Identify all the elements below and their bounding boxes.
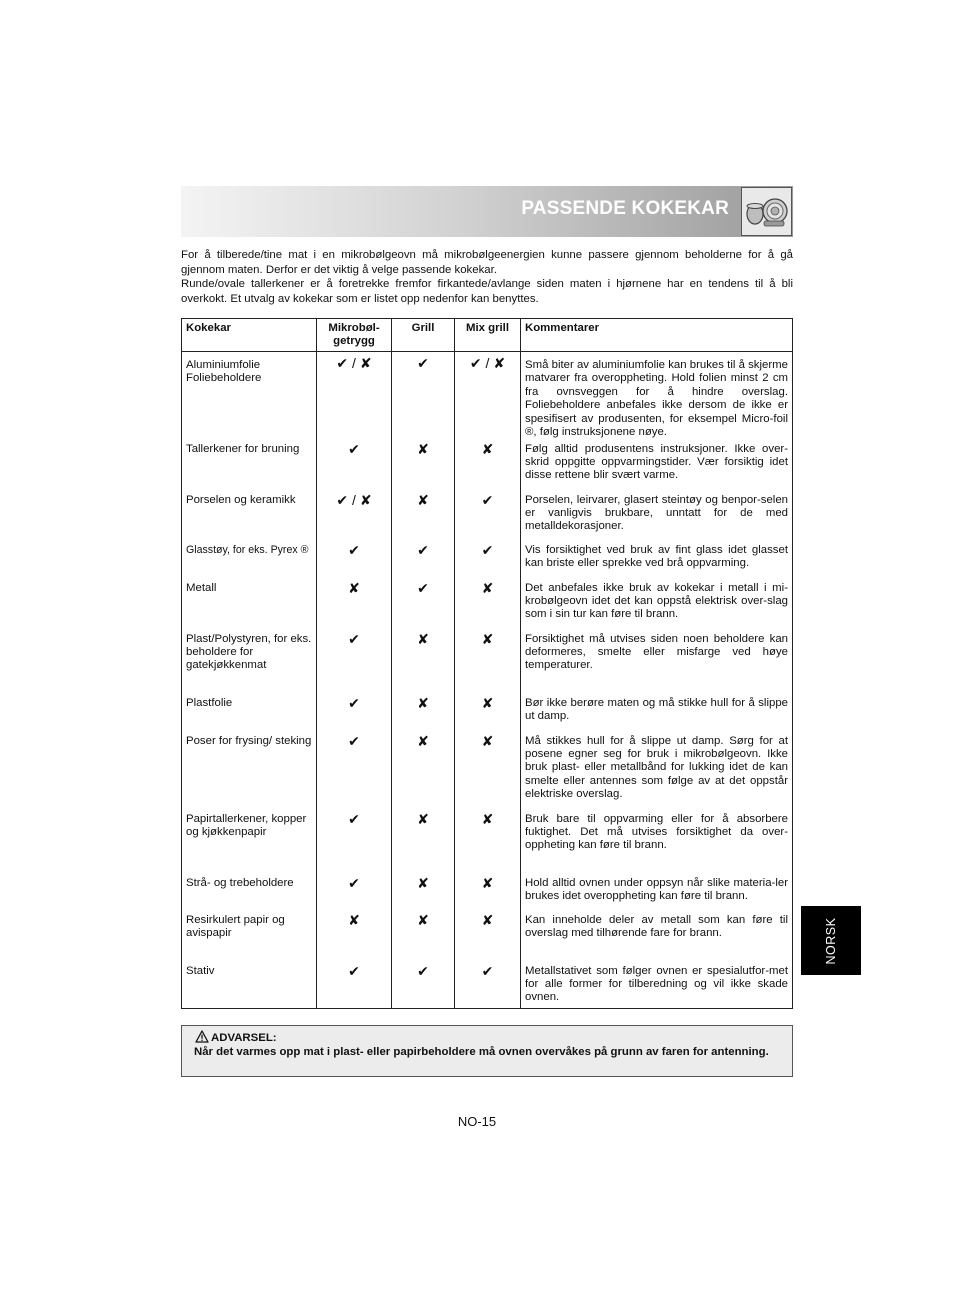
cookware-pots-icon [741,187,792,236]
cell-kokekar: Papirtallerkener, kopper og kjøkkenpapir [182,813,317,877]
cell-micro: ✘ [317,914,392,965]
cell-comment: Følg alltid produsentens instruksjoner. Ikke over-skrid oppgitte oppvarmingstider. Vær forsiktig idet disse rettene blir svært varme. [521,443,793,494]
cell-kokekar: Poser for frysing/ steking [182,735,317,813]
cell-comment: Hold alltid ovnen under oppsyn når slike materia-ler brukes idet overoppheting kan føre til brann. [521,877,793,914]
cell-micro: ✘ [317,582,392,633]
cell-kokekar: Porselen og keramikk [182,494,317,544]
cell-grill: ✔ [392,544,455,582]
cell-micro: ✔ [317,633,392,697]
language-tab-label: NORSK [824,917,838,964]
cell-grill: ✘ [392,914,455,965]
cell-grill: ✘ [392,735,455,813]
table-row [182,877,793,914]
header-kommentarer: Kommentarer [521,319,793,352]
cell-micro: ✔ [317,544,392,582]
cell-kokekar: Stativ [182,965,317,1009]
table-row [182,633,793,697]
header-mix-grill: Mix grill [455,319,521,352]
table-row [182,494,793,544]
cell-comment: Små biter av aluminiumfolie kan brukes til å skjerme matvarer fra overoppheting. Hold folien minst 2 cm fra ovnsveggen for å hindre overslag. Foliebeholdere anbefales ikke dersom de ikke er spesifisert av produsenten, for eksempel Micro-foil ®, følg instruksjonene nøye. [521,352,793,443]
cell-grill: ✔ [392,582,455,633]
cell-micro: ✔ [317,813,392,877]
cell-micro: ✔ [317,443,392,494]
cell-kokekar: Glasstøy, for eks. Pyrex ® [182,544,317,582]
cell-kokekar: Metall [182,582,317,633]
page-title: PASSENDE KOKEKAR [521,198,729,219]
cell-micro: ✔ / ✘ [317,352,392,443]
cell-comment: Må stikkes hull for å slippe ut damp. Sørg for at posene egner seg for bruk i mikrobølgeovn. Ikke bruk plast- eller metallbånd for lukking idet de kan smelte eller antennes som følge av at det oppstår elektriske overslag. [521,735,793,813]
cell-mix: ✘ [455,582,521,633]
cell-mix: ✘ [455,443,521,494]
cell-micro: ✔ [317,697,392,735]
cell-mix: ✘ [455,633,521,697]
cell-comment: Porselen, leirvarer, glasert steintøy og benpor-selen er vanligvis brukbare, unntatt for de med metalldekorasjoner. [521,494,793,544]
cell-micro: ✔ [317,735,392,813]
cell-kokekar: Tallerkener for bruning [182,443,317,494]
cell-kokekar: Plast/Polystyren, for eks. beholdere for gatekjøkkenmat [182,633,317,697]
table-row [182,697,793,735]
cell-mix: ✘ [455,697,521,735]
cell-mix: ✔ [455,544,521,582]
cell-kokekar: Plastfolie [182,697,317,735]
cell-comment: Bør ikke berøre maten og må stikke hull for å slippe ut damp. [521,697,793,735]
table-row [182,544,793,582]
cell-comment: Forsiktighet må utvises siden noen beholdere kan deformeres, smelte eller misfarge ved høye temperaturer. [521,633,793,697]
cell-micro: ✔ / ✘ [317,494,392,544]
warning-box [181,1025,793,1077]
warning-title: ADVARSEL: [211,1032,277,1044]
cell-mix: ✘ [455,735,521,813]
intro-paragraph-1: For å tilberede/tine mat i en mikrobølgeovn må mikrobølgeenergien kunne passere gjennom beholderne for å gå gjennom maten. Derfor er det viktig å velge passende kokekar. [181,249,793,276]
cell-mix: ✔ / ✘ [455,352,521,443]
table-row [182,735,793,813]
cell-kokekar: Strå- og trebeholdere [182,877,317,914]
cell-comment: Det anbefales ikke bruk av kokekar i metall i mi-krobølgeovn idet det kan oppstå elektrisk over-slag som i sin tur kan føre til brann. [521,582,793,633]
cookware-table [181,318,793,1009]
table-row [182,352,793,443]
cell-mix: ✘ [455,813,521,877]
language-tab [801,906,861,975]
header-micro-line1: Mikrobøl- [328,322,380,334]
cell-comment: Bruk bare til oppvarming eller for å absorbere fuktighet. Det må utvises forsiktighet da over-oppheting kan føre til brann. [521,813,793,877]
header-mikrobolgetrygg [317,319,392,352]
cell-micro: ✔ [317,965,392,1009]
table-row [182,965,793,1009]
cell-grill: ✘ [392,697,455,735]
cell-comment: Kan inneholde deler av metall som kan føre til overslag med tilhørende fare for brann. [521,914,793,965]
table-header-row [182,319,793,352]
table-row [182,914,793,965]
cell-grill: ✘ [392,877,455,914]
page-number: NO-15 [457,1114,497,1129]
table-row [182,582,793,633]
table-row [182,813,793,877]
cell-kokekar: Aluminiumfolie Foliebeholdere [182,352,317,443]
cell-grill: ✘ [392,633,455,697]
cell-comment: Vis forsiktighet ved bruk av fint glass idet glasset kan briste eller sprekke ved brå oppvarming. [521,544,793,582]
cell-grill: ✘ [392,813,455,877]
header-micro-line2: getrygg [333,335,375,348]
cell-grill: ✔ [392,352,455,443]
cell-kokekar: Resirkulert papir og avispapir [182,914,317,965]
warning-text: Når det varmes opp mat i plast- eller papirbeholdere må ovnen overvåkes på grunn av faren for antenning. [194,1046,769,1058]
intro-text [181,248,793,306]
header-kokekar: Kokekar [182,319,317,352]
cell-mix: ✘ [455,914,521,965]
cell-mix: ✘ [455,877,521,914]
cell-grill: ✘ [392,443,455,494]
intro-paragraph-2: Runde/ovale tallerkener er å foretrekke fremfor firkantede/avlange siden maten i hjørnene har en tendens til å bli overkokt. Et utvalg av kokekar som er listet opp nedenfor kan benyttes. [181,278,793,305]
table-row [182,443,793,494]
cell-grill: ✔ [392,965,455,1009]
cell-grill: ✘ [392,494,455,544]
cell-mix: ✔ [455,965,521,1009]
cell-micro: ✔ [317,877,392,914]
cell-mix: ✔ [455,494,521,544]
section-header [181,186,793,237]
cell-comment: Metallstativet som følger ovnen er spesialutfor-met for alle former for tilberedning og vil ikke skade ovnen. [521,965,793,1009]
header-grill: Grill [392,319,455,352]
